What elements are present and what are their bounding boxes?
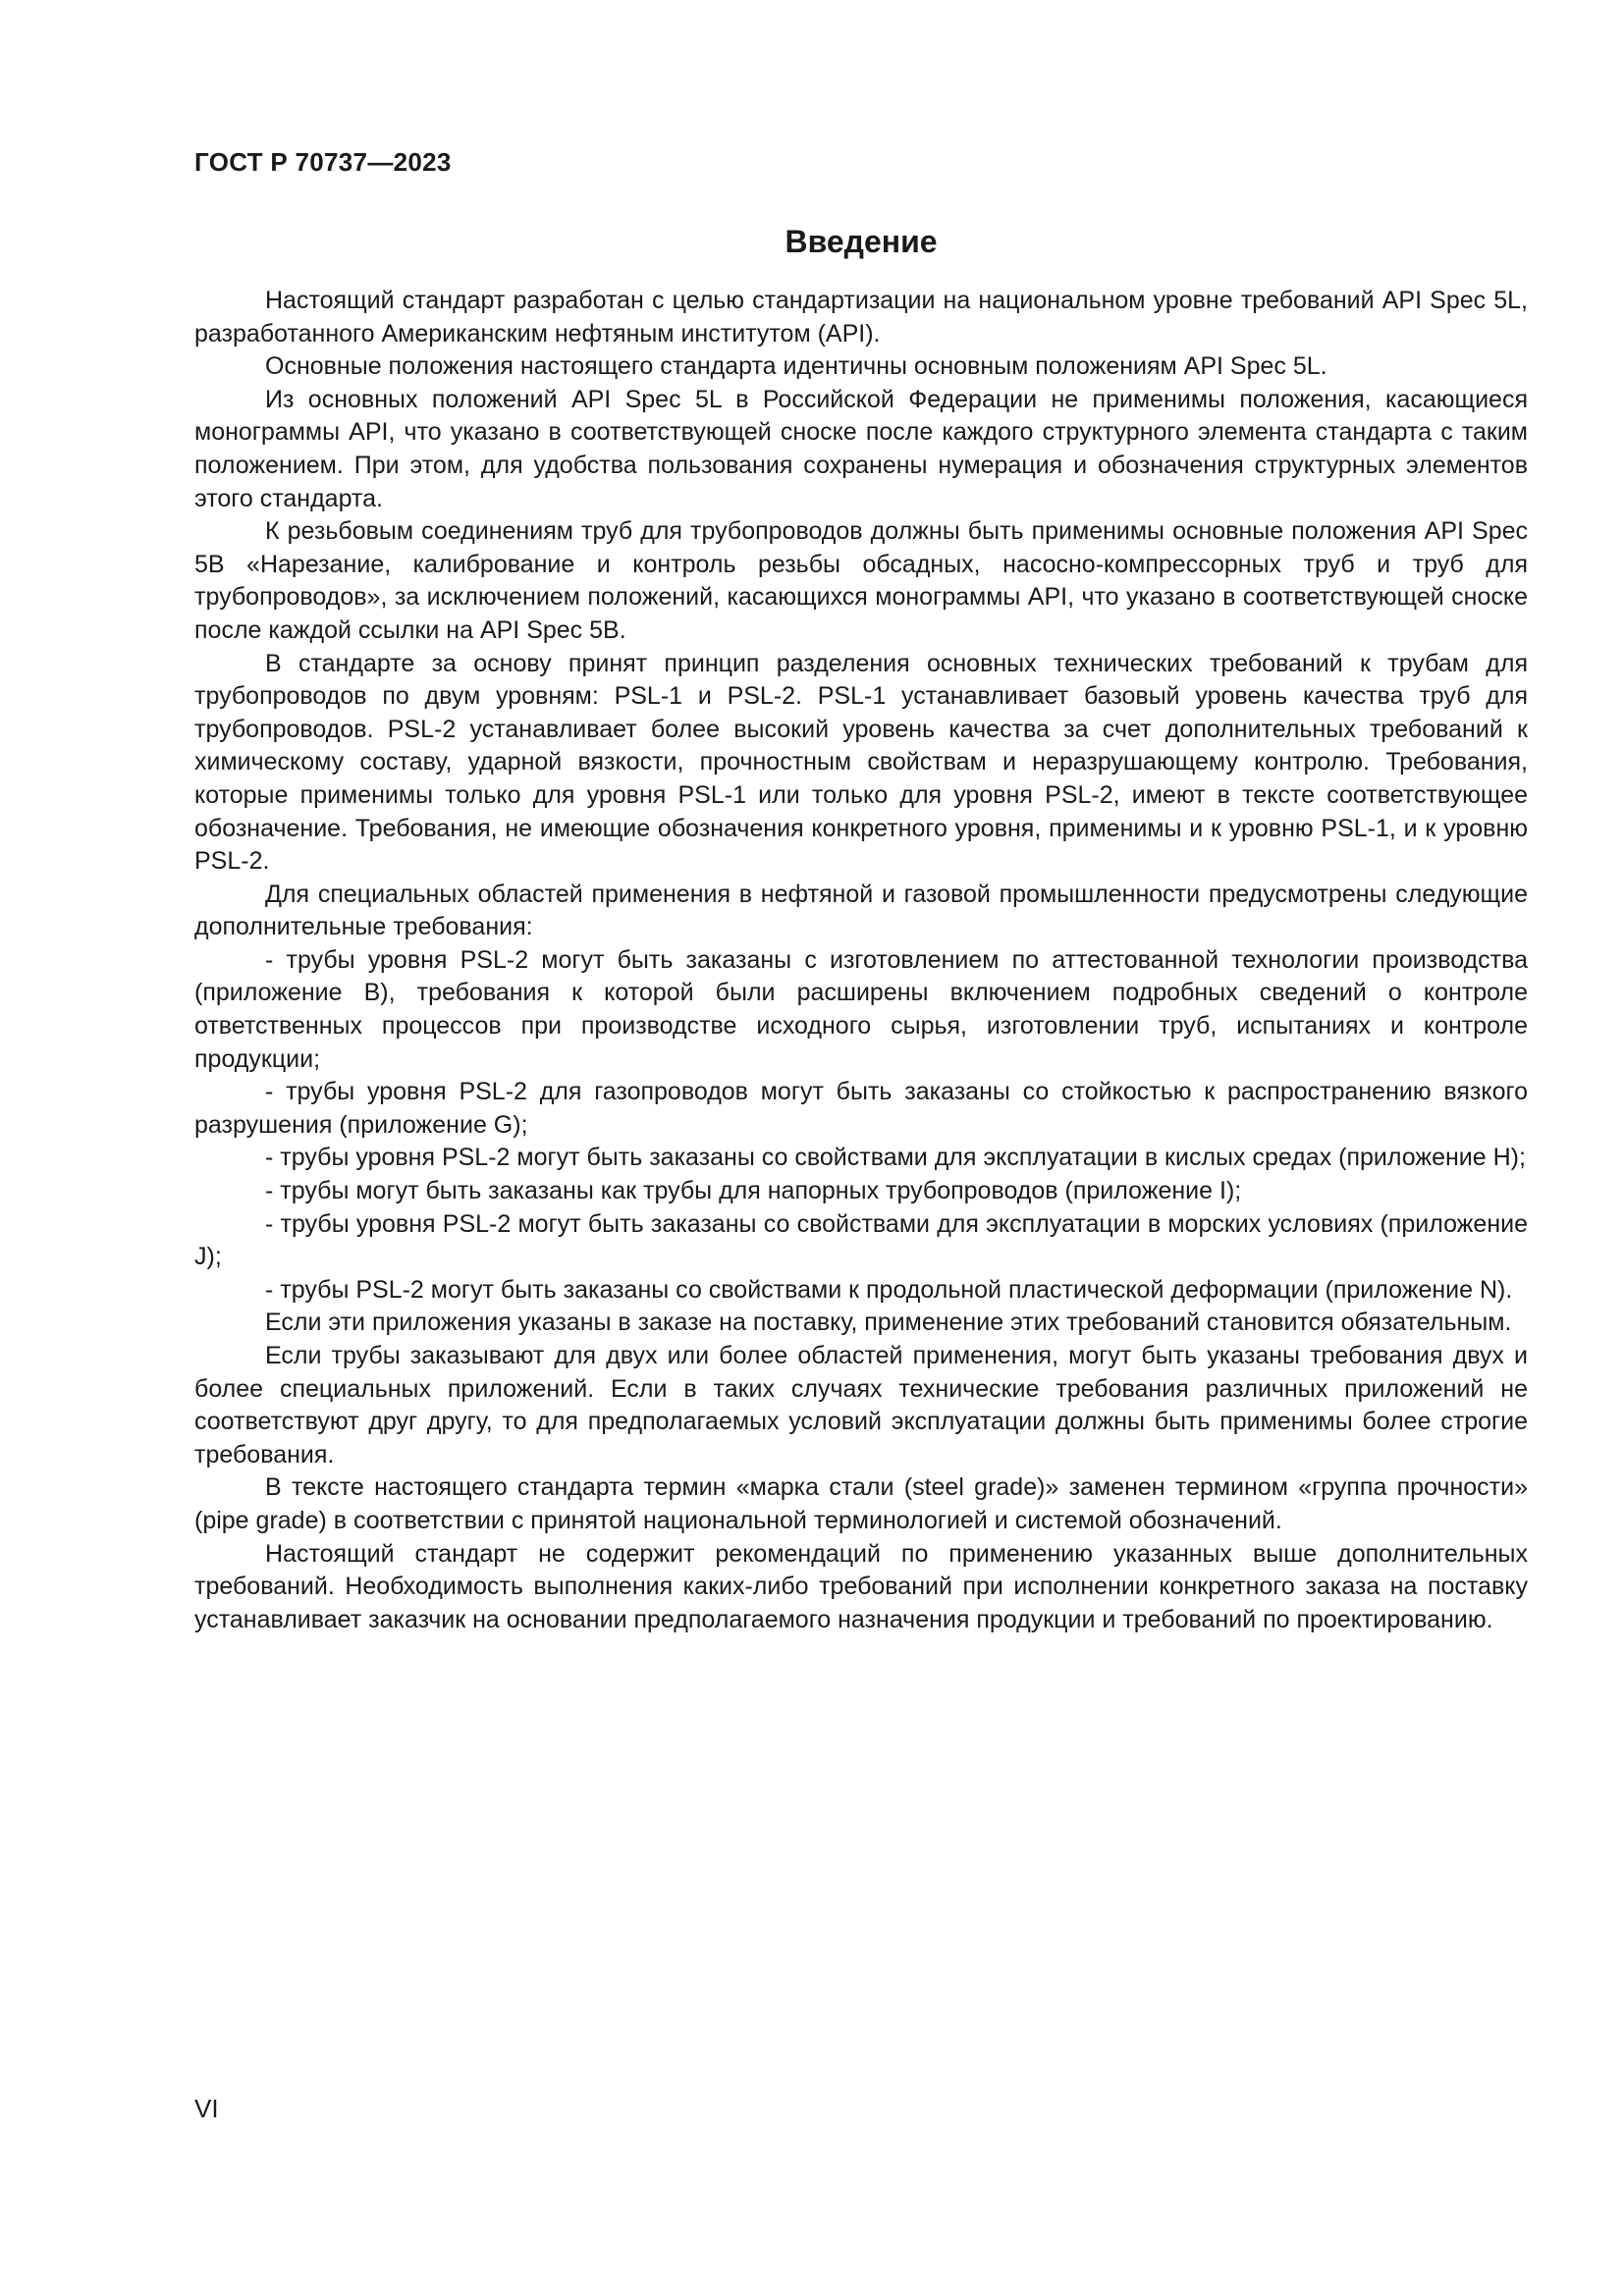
paragraph: Настоящий стандарт разработан с целью стандартизации на национальном уровне требований API Spec 5L, разработанного Американским нефтяным институтом (API). <box>194 287 1528 347</box>
section-title: Введение <box>785 224 938 259</box>
paragraph: Если трубы заказывают для двух или более областей применения, могут быть указаны требования двух и более специальных приложений. Если в таких случаях технические требования различных приложений не соответствуют друг другу, то для предполагаемых условий эксплуатации должны быть применимы более строгие требования. <box>194 1342 1528 1468</box>
paragraph: Если эти приложения указаны в заказе на поставку, применение этих требований становится обязательным. <box>265 1308 1512 1337</box>
list-item: - трубы могут быть заказаны как трубы для напорных трубопроводов (приложение I); <box>265 1177 1242 1205</box>
document-body <box>194 285 1528 1636</box>
paragraph: К резьбовым соединениям труб для трубопроводов должны быть применимы основные положения API Spec 5B «Нарезание, калибрование и контроль резьбы обсадных, насосно-компрессорных труб и труб для трубопроводов», за исключением положений, касающихся монограммы API, что указано в соответствующей сноске после каждой ссылки на API Spec 5B. <box>194 517 1528 644</box>
list-item: - трубы уровня PSL-2 могут быть заказаны со свойствами для эксплуатации в кислых средах (приложение H); <box>265 1144 1526 1172</box>
page-number: VI <box>194 2094 219 2123</box>
list-item: - трубы уровня PSL-2 для газопроводов могут быть заказаны со стойкостью к распространению вязкого разрушения (приложение G); <box>194 1078 1528 1139</box>
paragraph: Настоящий стандарт не содержит рекомендаций по применению указанных выше дополнительных требований. Необходимость выполнения каких-либо требований при исполнении конкретного заказа на поставку устанавливает заказчик на основании предполагаемого назначения продукции и требований по проектированию. <box>194 1539 1528 1633</box>
paragraph: В тексте настоящего стандарта термин «марка стали (steel grade)» заменен термином «группа прочности» (pipe grade) в соответствии с принятой национальной терминологией и системой обозначений. <box>194 1473 1528 1534</box>
paragraph: Из основных положений API Spec 5L в Российской Федерации не применимы положения, касающиеся монограммы API, что указано в соответствующей сноске после каждого структурного элемента стандарта с таким положением. При этом, для удобства пользования сохранены нумерация и обозначения структурных элементов этого стандарта. <box>194 385 1528 512</box>
paragraph: Для специальных областей применения в нефтяной и газовой промышленности предусмотрены следующие дополнительные требования: <box>194 880 1528 941</box>
document-code-header: ГОСТ Р 70737—2023 <box>194 147 452 177</box>
paragraph: В стандарте за основу принят принцип разделения основных технических требований к трубам для трубопроводов по двум уровням: PSL-1 и PSL-2. PSL-1 устанавливает базовый уровень качества труб для трубопроводов. PSL-2 устанавливает более высокий уровень качества за счет дополнительных требований к химическому составу, ударной вязкости, прочностным свойствам и неразрушающему контролю. Требования, которые применимы только для уровня PSL-1 или только для уровня PSL-2, имеют в тексте соответствующее обозначение. Требования, не имеющие обозначения конкретного уровня, применимы и к уровню PSL-1, и к уровню PSL-2. <box>194 649 1528 876</box>
list-item: - трубы уровня PSL-2 могут быть заказаны с изготовлением по аттестованной технологии производства (приложение B), требования к которой были расширены включением подробных сведений о контроле ответственных процессов при производстве исходного сырья, изготовлении труб, испытаниях и контроле продукции; <box>194 945 1528 1073</box>
list-item: - трубы PSL-2 могут быть заказаны со свойствами к продольной пластической деформации (приложение N). <box>265 1275 1513 1304</box>
list-item: - трубы уровня PSL-2 могут быть заказаны со свойствами для эксплуатации в морских условиях (приложение J); <box>194 1209 1528 1271</box>
paragraph: Основные положения настоящего стандарта идентичны основным положениям API Spec 5L. <box>265 352 1327 381</box>
